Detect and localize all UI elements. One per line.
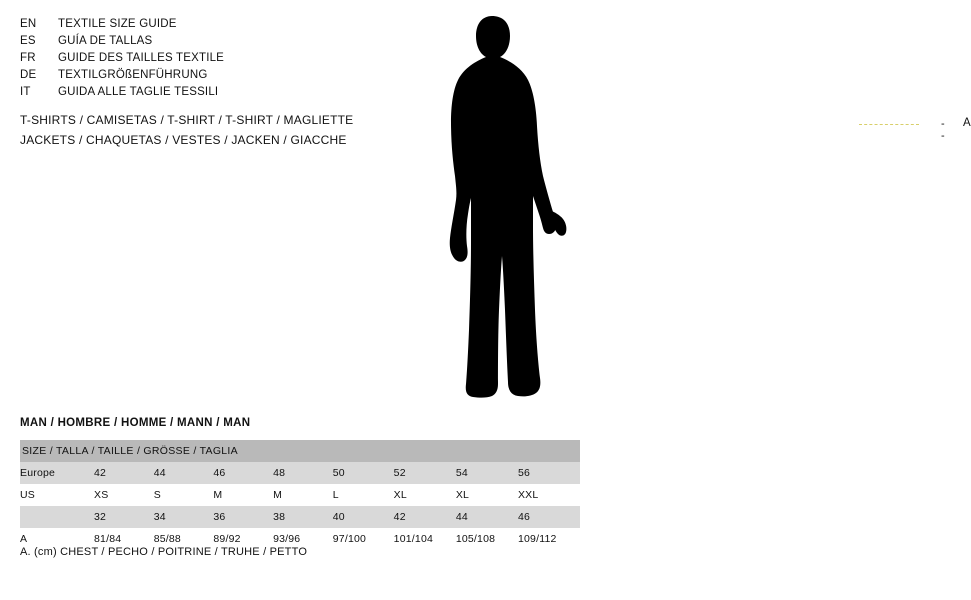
cell: 46 — [518, 506, 580, 528]
figure-area — [400, 10, 971, 410]
table-header-label: SIZE / TALLA / TAILLE / GRÖSSE / TAGLIA — [22, 445, 238, 457]
cell: 50 — [333, 462, 394, 484]
cell: 81/84 — [94, 528, 154, 550]
row-label: Europe — [20, 462, 94, 484]
cell: 42 — [394, 506, 456, 528]
cell: 109/112 — [518, 528, 580, 550]
row-label: US — [20, 484, 94, 506]
language-text: TEXTILGRÖßENFÜHRUNG — [58, 69, 208, 81]
language-row — [20, 16, 380, 33]
language-code: FR — [20, 52, 36, 64]
cell: M — [213, 484, 273, 506]
cell: S — [154, 484, 214, 506]
cell: 89/92 — [213, 528, 273, 550]
cell: 93/96 — [273, 528, 333, 550]
language-code: IT — [20, 86, 31, 98]
cell: M — [273, 484, 333, 506]
row-label: A — [20, 528, 94, 550]
cell: 36 — [213, 506, 273, 528]
table-title: MAN / HOMBRE / HOMME / MANN / MAN — [20, 417, 251, 429]
language-code: EN — [20, 18, 37, 30]
cell: 44 — [154, 462, 214, 484]
cell: 40 — [333, 506, 394, 528]
cell: 85/88 — [154, 528, 214, 550]
language-code: ES — [20, 35, 36, 47]
cell: 105/108 — [456, 528, 518, 550]
table-row — [20, 506, 580, 528]
cell: 32 — [94, 506, 154, 528]
language-header-block — [20, 16, 380, 101]
category-block — [20, 110, 420, 150]
language-row — [20, 33, 380, 50]
size-table — [20, 440, 580, 550]
language-code: DE — [20, 69, 37, 81]
language-text: GUIDE DES TAILLES TEXTILE — [58, 52, 225, 64]
cell: XS — [94, 484, 154, 506]
language-text: GUIDA ALLE TAGLIE TESSILI — [58, 86, 219, 98]
cell: 56 — [518, 462, 580, 484]
category-line-jackets: JACKETS / CHAQUETAS / VESTES / JACKEN / GIACCHE — [20, 133, 347, 147]
cell: 42 — [94, 462, 154, 484]
footnote: A. (cm) CHEST / PECHO / POITRINE / TRUHE / PETTO — [20, 546, 308, 558]
language-row — [20, 84, 380, 101]
cell: 97/100 — [333, 528, 394, 550]
language-row — [20, 67, 380, 84]
cell: XL — [394, 484, 456, 506]
cell: 38 — [273, 506, 333, 528]
callout-label-a: A — [963, 117, 971, 129]
cell: 48 — [273, 462, 333, 484]
language-text: GUÍA DE TALLAS — [58, 35, 153, 47]
cell: XL — [456, 484, 518, 506]
cell: XXL — [518, 484, 580, 506]
cell: 34 — [154, 506, 214, 528]
category-line-tshirts: T-SHIRTS / CAMISETAS / T-SHIRT / T-SHIRT / MAGLIETTE — [20, 113, 354, 127]
cell: 52 — [394, 462, 456, 484]
cell: 54 — [456, 462, 518, 484]
language-row — [20, 50, 380, 67]
cell: 101/104 — [394, 528, 456, 550]
chest-measure-line — [859, 124, 919, 125]
cell: 46 — [213, 462, 273, 484]
language-text: TEXTILE SIZE GUIDE — [58, 18, 177, 30]
cell: 44 — [456, 506, 518, 528]
man-silhouette-icon — [420, 10, 580, 410]
row-label — [20, 506, 94, 528]
table-header-row — [20, 440, 580, 462]
cell: L — [333, 484, 394, 506]
callout-dashes: - - — [941, 118, 946, 142]
table-row — [20, 462, 580, 484]
table-row — [20, 484, 580, 506]
